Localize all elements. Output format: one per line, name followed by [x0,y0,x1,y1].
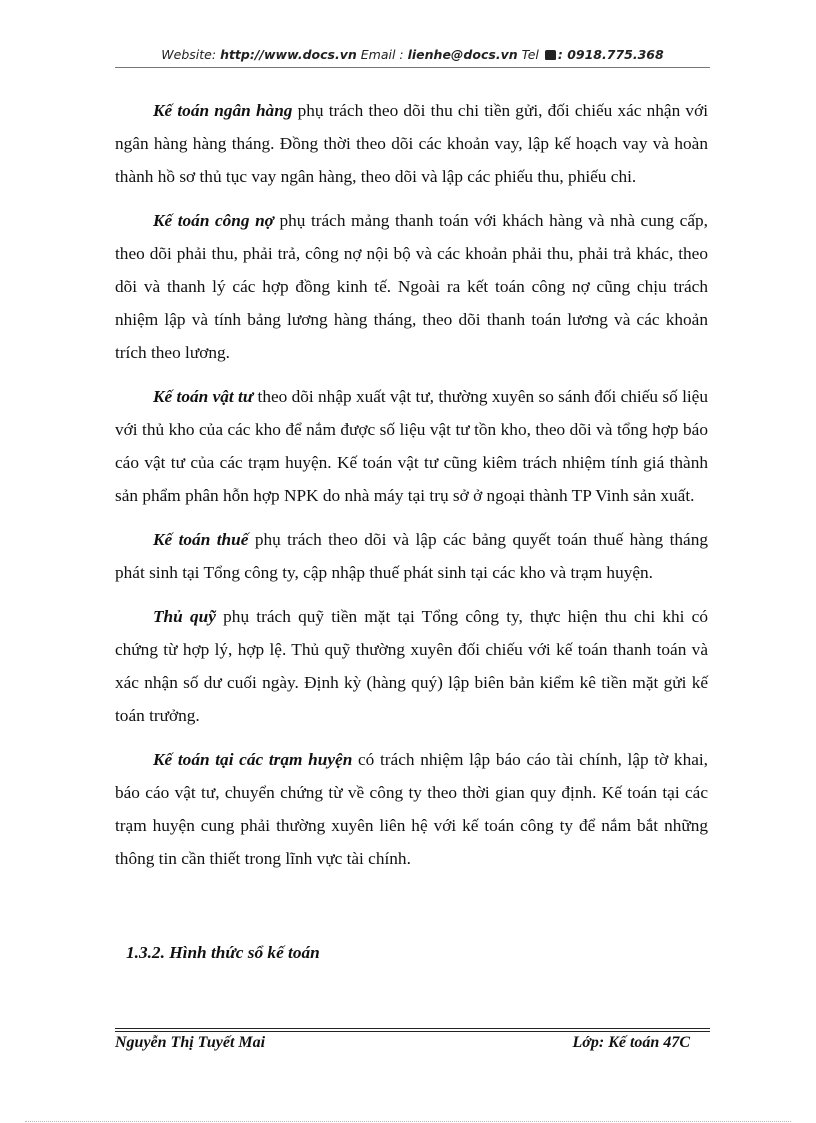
term-label: Kế toán thuế [153,530,249,549]
paragraph-text: theo dõi nhập xuất vật tư, thường xuyên so sánh đối chiếu số liệu với thủ kho của các kho để nắm được số liệu vật tư tồn kho, theo dõi và tổng hợp báo cáo vật tư của các trạm huyện. Kế toán vật tư cũng kiêm trách nhiệm tính giá thành sản phẩm phân hỗn hợp NPK do nhà máy tại trụ sở ở ngoại thành TP Vinh sản xuất. [115,387,708,505]
page-footer [115,1034,690,1052]
paragraph-bank-accountant [115,94,708,193]
paragraph-text: có trách nhiệm lập báo cáo tài chính, lập tờ khai, báo cáo vật tư, chuyển chứng từ về công ty theo thời gian quy định. Kế toán tại các trạm huyện cung phải thường xuyên liên hệ với kế toán công ty để nắm bắt những thông tin cần thiết trong lĩnh vực tài chính. [115,750,708,868]
website-label: Website: [161,47,217,62]
footer-divider [115,1028,710,1032]
term-label: Kế toán công nợ [153,211,274,230]
footer-author: Nguyễn Thị Tuyết Mai [115,1034,266,1051]
paragraph-treasurer [115,600,708,732]
paragraph-text: phụ trách theo dõi và lập các bảng quyết toán thuế hàng tháng phát sinh tại Tổng công ty, cập nhập thuế phát sinh tại các kho và trạm huyện. [115,530,708,582]
section-heading: 1.3.2. Hình thức sổ kế toán [126,943,320,962]
tel-label: Tel [521,47,539,62]
phone-icon [545,50,556,60]
page-edge-divider [25,1121,791,1122]
page-header [115,47,710,68]
document-body [115,94,708,886]
term-label: Kế toán tại các trạm huyện [153,750,353,769]
email-link[interactable]: lienhe@docs.vn [407,47,518,62]
paragraph-materials-accountant [115,380,708,512]
paragraph-text: phụ trách mảng thanh toán với khách hàng và nhà cung cấp, theo dõi phải thu, phải trả, công nợ nội bộ và các khoản phải thu, phải trả khác, theo dõi và thanh lý các hợp đồng kinh tế. Ngoài ra kết toán công nợ cũng chịu trách nhiệm lập và tính bảng lương hàng tháng, theo dõi thanh toán lương và các khoản trích theo lương. [115,211,708,362]
phone-number: : 0918.775.368 [557,47,664,62]
term-label: Kế toán ngân hàng [153,101,293,120]
paragraph-district-accountant [115,743,708,875]
email-label: Email : [360,47,404,62]
term-label: Thủ quỹ [153,607,216,626]
footer-class: Lớp: Kế toán 47C [572,1034,690,1051]
website-link[interactable]: http://www.docs.vn [220,47,357,62]
term-label: Kế toán vật tư [153,387,254,406]
paragraph-debt-accountant [115,204,708,369]
paragraph-text: phụ trách quỹ tiền mặt tại Tổng công ty, thực hiện thu chi khi có chứng từ hợp lý, hợp lệ. Thủ quỹ thường xuyên đối chiếu với kế toán thanh toán và xác nhận số dư cuối ngày. Định kỳ (hàng quý) lập biên bản kiểm kê tiền mặt gửi kế toán trưởng. [115,607,708,725]
paragraph-text: phụ trách theo dõi thu chi tiền gửi, đối chiếu xác nhận với ngân hàng hàng tháng. Đồng thời theo dõi các khoản vay, lập kế hoạch vay và hoàn thành hồ sơ thủ tục vay ngân hàng, theo dõi và lập các phiếu thu, phiếu chi. [115,101,709,186]
paragraph-tax-accountant [115,523,708,589]
